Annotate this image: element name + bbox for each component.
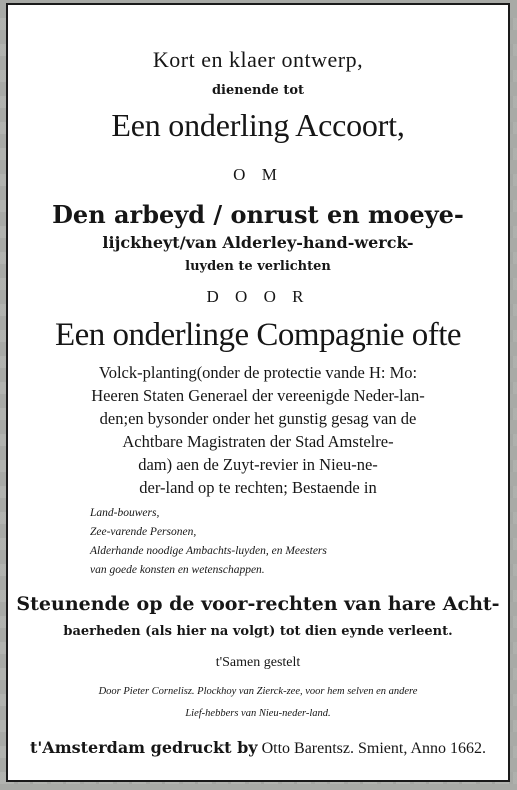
author-credit-1: Door Pieter Cornelisz. Plockhoy van Zierck-zee, voor hem selven en andere (98, 686, 418, 697)
body-line: den;en bysonder onder het gunstig gesag van de (99, 409, 417, 428)
title-line-12: t'Samen gestelt (215, 655, 301, 670)
title-line-3: Een onderling Accoort, (111, 107, 405, 143)
title-line-2: dienende tot (211, 83, 305, 98)
body-line: Volck-planting(onder de protectie vande H: Mo: (98, 363, 418, 382)
title-line-10: Steunende op de voor-rechten van hare Acht- (16, 593, 500, 615)
imprint-roman: Otto Barentsz. Smient, Anno 1662. (261, 740, 487, 757)
author-credit-2: Lief-hebbers van Nieu-neder-land. (185, 708, 331, 719)
body-line: der-land op te rechten; Bestaende in (139, 478, 377, 497)
title-line-11: baerheden (als hier na volgt) tot dien eynde verleent. (63, 624, 453, 639)
title-line-4: O M (233, 165, 283, 184)
list-item: Alderhande noodige Ambachts-luyden, en Meesters (90, 545, 327, 557)
list-item: Zee-varende Personen, (90, 526, 197, 538)
title-line-1: Kort en klaer ontwerp, (152, 47, 364, 72)
body-line: Heeren Staten Generael der vereenigde Neder-lan- (91, 386, 425, 405)
body-line: Achtbare Magistraten der Stad Amstelre- (122, 432, 394, 451)
list-item: van goede konsten en wetenschappen. (90, 564, 265, 576)
imprint-gothic: t'Amsterdam gedruckt by (29, 738, 258, 757)
title-line-8: D O O R (206, 287, 310, 306)
body-line: dam) aen de Zuyt-revier in Nieu-ne- (138, 455, 378, 474)
title-line-6: lijckheyt/van Alderley-hand-werck- (102, 233, 414, 252)
title-line-9: Een onderlinge Compagnie ofte (54, 317, 462, 353)
occupation-list (90, 504, 327, 580)
title-page (6, 3, 510, 782)
title-line-7: luyden te verlichten (185, 259, 331, 274)
title-line-5: Den arbeyd / onrust en moeye- (52, 200, 464, 229)
imprint-line (8, 738, 508, 758)
list-item: Land-bouwers, (90, 507, 160, 519)
